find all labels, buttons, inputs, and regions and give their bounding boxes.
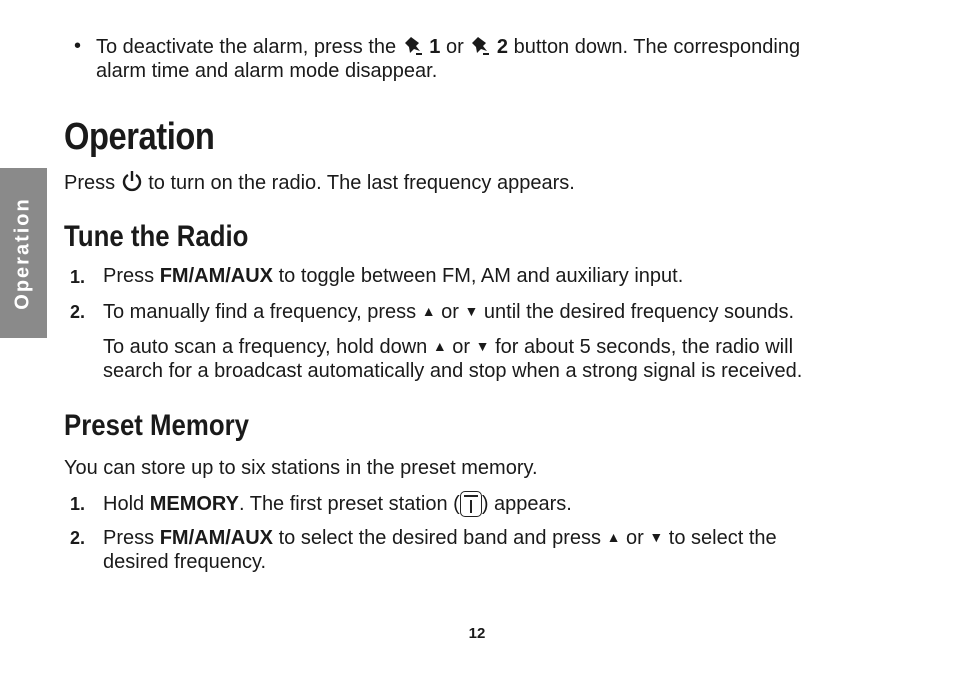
down-arrow-icon: ▼ <box>475 338 490 354</box>
step-number: 2. <box>70 528 86 548</box>
preset-intro: You can store up to six stations in the preset memory. <box>64 457 538 479</box>
operation-intro: Press to turn on the radio. The last frequency appears. <box>64 170 575 199</box>
section-title-preset-memory: Preset Memory <box>64 409 249 442</box>
side-section-tab <box>0 168 47 338</box>
alarm-note-line2: alarm time and alarm mode disappear. <box>96 60 438 82</box>
section-title-tune-radio: Tune the Radio <box>64 220 249 253</box>
up-arrow-icon: ▲ <box>432 338 447 354</box>
tune-step2: To manually find a frequency, press ▲ or ▼ until the desired frequency sounds. <box>103 301 795 323</box>
bullet-dot: • <box>74 35 82 57</box>
power-icon <box>121 170 143 199</box>
alarm-bell-icon <box>469 34 491 63</box>
preset-step2: Press FM/AM/AUX to select the desired band and press ▲ or ▼ to select the <box>103 527 777 549</box>
down-arrow-icon: ▼ <box>649 529 664 545</box>
tune-step1: Press FM/AM/AUX to toggle between FM, AM and auxiliary input. <box>103 265 684 287</box>
up-arrow-icon: ▲ <box>606 529 621 545</box>
preset-step1: Hold MEMORY. The first preset station ( ) appears. <box>103 493 572 515</box>
tune-auto-scan-line2: search for a broadcast automatically and stop when a strong signal is received. <box>103 360 803 382</box>
page-number: 12 <box>468 625 486 642</box>
up-arrow-icon: ▲ <box>421 303 436 319</box>
tune-auto-scan-line1: To auto scan a frequency, hold down ▲ or ▼ for about 5 seconds, the radio will <box>103 336 794 358</box>
preset-step2-line2: desired frequency. <box>103 551 267 573</box>
preset-display-icon <box>460 491 482 517</box>
down-arrow-icon: ▼ <box>464 303 479 319</box>
step-number: 1. <box>70 494 86 514</box>
alarm-note-line1: To deactivate the alarm, press the 1 or 2 button down. The corresponding <box>96 34 800 63</box>
side-tab-label: Operation <box>12 196 35 310</box>
step-number: 2. <box>70 302 86 322</box>
step-number: 1. <box>70 267 86 287</box>
section-title-operation: Operation <box>64 116 215 158</box>
